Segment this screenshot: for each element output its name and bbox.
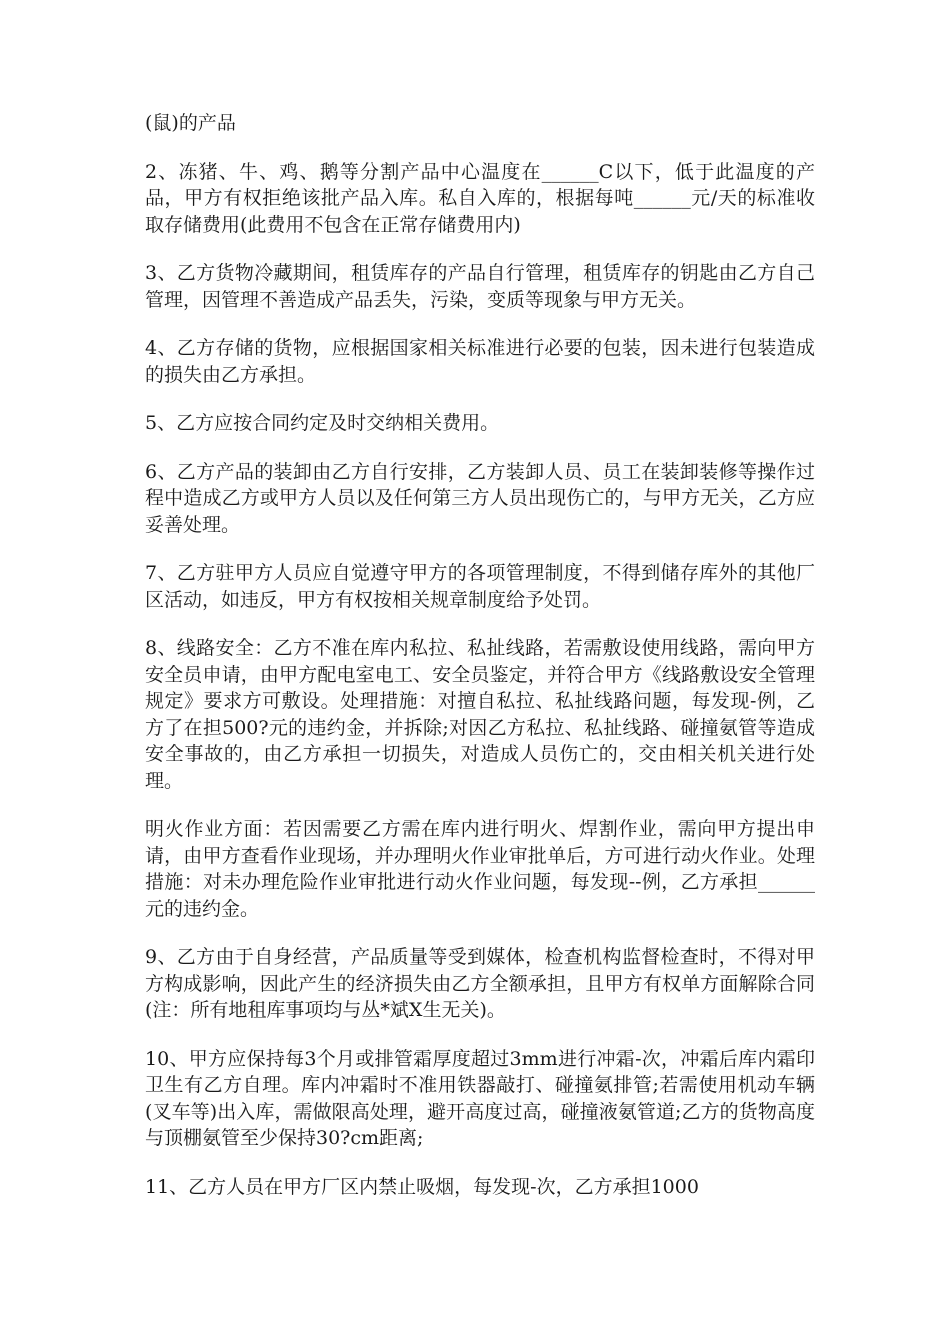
paragraph-clause-7: 7、乙方驻甲方人员应自觉遵守甲方的各项管理制度，不得到储存库外的其他厂区活动，如违反，甲方有权按相关规章制度给予处罚。 <box>145 562 815 611</box>
paragraph-clause-8: 8、线路安全：乙方不准在库内私拉、私扯线路，若需敷设使用线路，需向甲方安全员申请，由甲方配电室电工、安全员鉴定，并符合甲方《线路敷设安全管理规定》要求方可敷设。处理措施：对擅自私拉、私扯线路问题，每发现-例，乙方了在担500?元的违约金，并拆除;对因乙方私拉、私扯线路、碰撞氨管等造成安全事故的，由乙方承担一切损失，对造成人员伤亡的，交由相关机关进行处理。 <box>145 637 815 792</box>
paragraph-clause-3: 3、乙方货物冷藏期间，租赁库存的产品自行管理，租赁库存的钥匙由乙方自己管理，因管理不善造成产品丢失，污染，变质等现象与甲方无关。 <box>145 262 815 311</box>
paragraph-clause-5: 5、乙方应按合同约定及时交纳相关费用。 <box>145 412 500 434</box>
paragraph-clause-4: 4、乙方存储的货物，应根据国家相关标准进行必要的包装，因未进行包装造成的损失由乙方承担。 <box>145 337 815 386</box>
paragraph-clause-11: 11、乙方人员在甲方厂区内禁止吸烟，每发现-次，乙方承担1000 <box>145 1175 699 1198</box>
paragraph-clause-2: 2、冻猪、牛、鸡、鹅等分割产品中心温度在______C以下，低于此温度的产品，甲方有权拒绝该批产品入库。私自入库的，根据每吨______元/天的标准收取存储费用(此费用不包含在正常存储费用内) <box>145 160 815 236</box>
paragraph-open-flame: 明火作业方面：若因需要乙方需在库内进行明火、焊割作业，需向甲方提出申请，由甲方查看作业现场，并办理明火作业审批单后，方可进行动火作业。处理措施：对未办理危险作业审批进行动火作业问题，每发现--例，乙方承担______元的违约金。 <box>145 818 815 920</box>
paragraph-clause-6: 6、乙方产品的装卸由乙方自行安排，乙方装卸人员、员工在装卸装修等操作过程中造成乙方或甲方人员以及任何第三方人员出现伤亡的，与甲方无关，乙方应妥善处理。 <box>145 460 815 536</box>
document-body <box>145 110 815 1222</box>
paragraph-clause-9: 9、乙方由于自身经营，产品质量等受到媒体，检查机构监督检查时，不得对甲方构成影响，因此产生的经济损失由乙方全额承担，且甲方有权单方面解除合同(注：所有地租库事项均与丛*斌X生无关)。 <box>145 946 815 1021</box>
paragraph-rodent-products: (鼠)的产品 <box>145 112 236 134</box>
paragraph-clause-10: 10、甲方应保持每3个月或排管霜厚度超过3mm进行冲霜-次，冲霜后库内霜印卫生有乙方自理。库内冲霜时不准用铁器敲打、碰撞氨排管;若需使用机动车辆(叉车等)出入库，需做限高处理，避开高度过高，碰撞液氨管道;乙方的货物高度与顶棚氨管至少保持30?cm距离; <box>145 1047 815 1149</box>
